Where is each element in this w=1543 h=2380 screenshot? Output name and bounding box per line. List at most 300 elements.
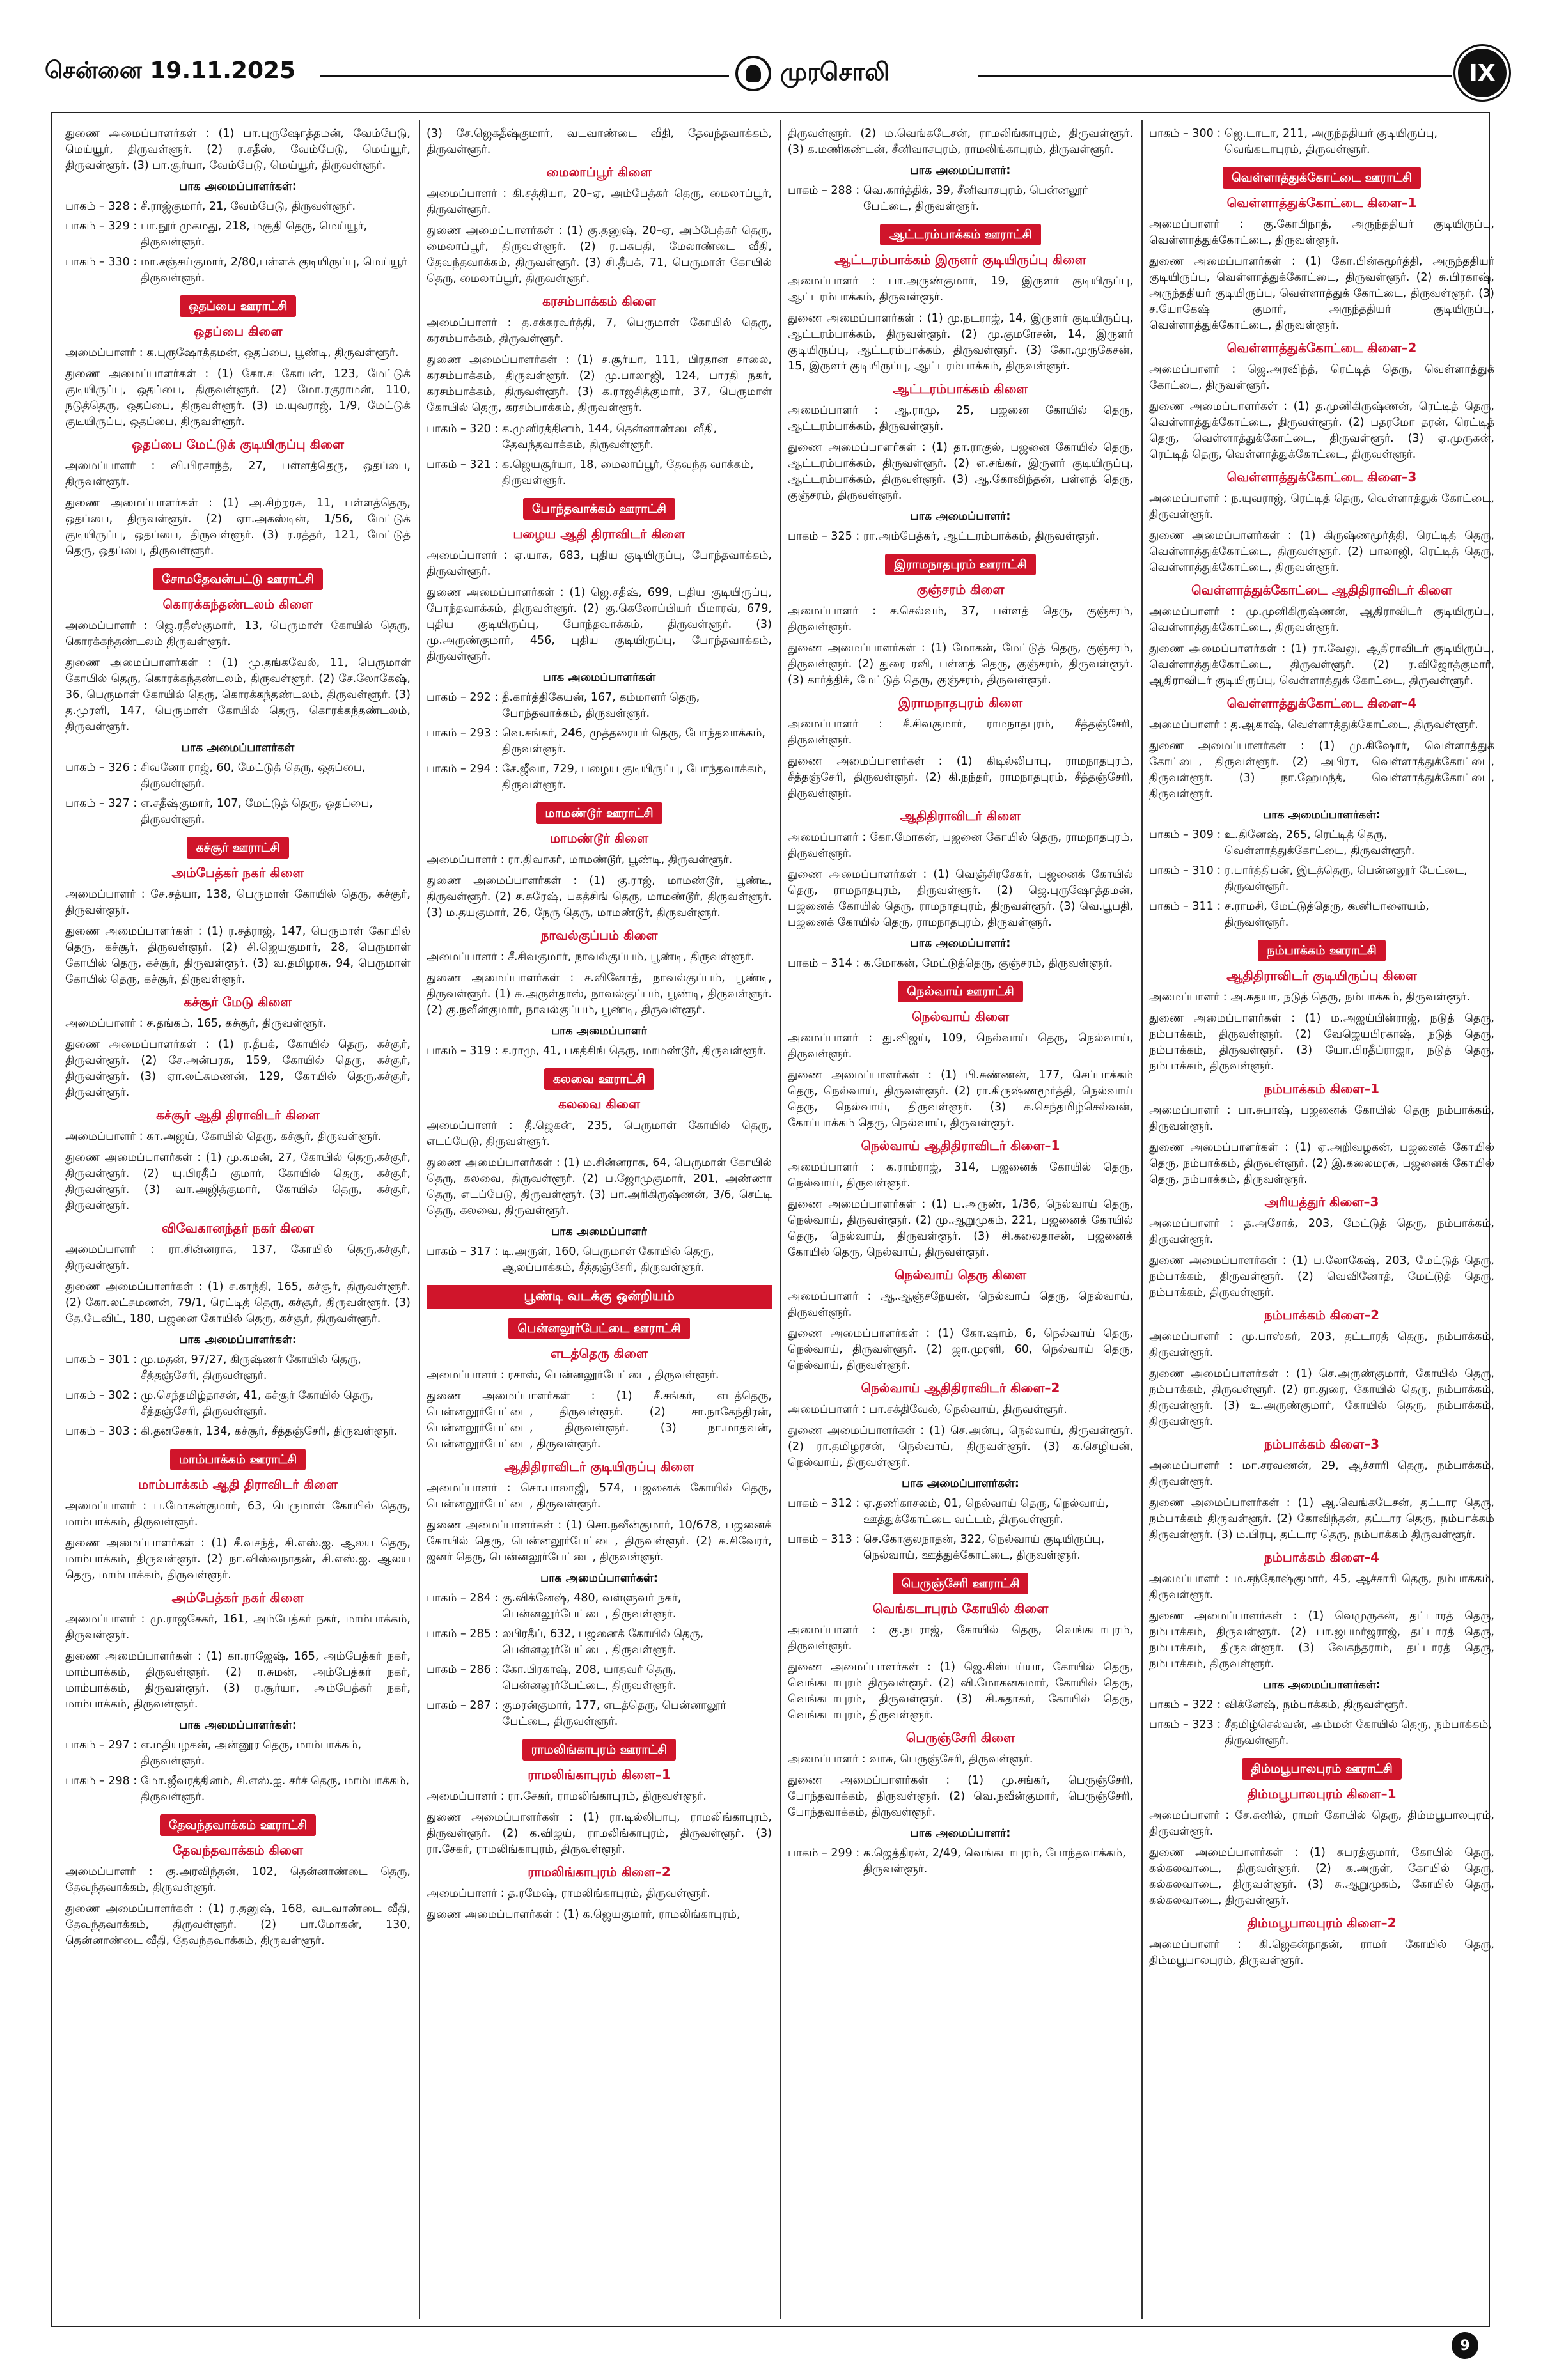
entry: அமைப்பாளர் : சீ.சிவகுமார், நாவல்குப்பம், பூண்டி, திருவள்ளூர். bbox=[427, 951, 755, 963]
booth-heading: பாக அமைப்பாளர்கள்: bbox=[1263, 809, 1381, 821]
entry: துணை அமைப்பாளர்கள் : (1) தா.ராகுல், பஜனை கோயில் தெரு, ஆட்டரம்பாக்கம், திருவள்ளூர். (2) எ.சங்கர், இருளர் குடியிருப்பு, ஆட்டரம்பாக்கம், திருவள்ளூர். (3) ஆ.கோவிந்தன், பள்ளத் தெரு, குஞ்சரம், திருவள்ளூர். bbox=[788, 441, 1133, 502]
panchayat-banner: தேவந்தவாக்கம் ஊராட்சி bbox=[160, 1814, 317, 1836]
booth-list bbox=[788, 1846, 1133, 1878]
booth-list bbox=[427, 1591, 772, 1730]
booth-agent: தீ.கார்த்திகேயன், 167, கம்மாளர் தெரு, போந்தவாக்கம், திருவள்ளூர். bbox=[502, 691, 700, 720]
entry: துணை அமைப்பாளர்கள் : (1) சீ.வசந்த், சி.எஸ்.ஐ. ஆலய தெரு, மாம்பாக்கம், திருவள்ளூர். (2) நா.விஸ்வநாதன், சி.எஸ்.ஐ. ஆலய தெரு, மாம்பாக்கம், திருவள்ளூர். bbox=[65, 1537, 411, 1582]
booth-row bbox=[1149, 863, 1494, 895]
branch-heading: கச்சூர் மேடு கிளை bbox=[184, 994, 292, 1009]
entry: துணை அமைப்பாளர்கள் : (1) ம.சின்னராசு, 64, பெருமாள் கோயில் தெரு, கலவை, திருவள்ளூர். (2) ப.ஜோமுகுமார், 201, அண்ணா தெரு, எடப்பேடு, திருவள்ளூர். (3) பா.அரிகிருஷ்ணன், 3/6, செட்டி தெரு, கலவை, திருவள்ளூர். bbox=[427, 1156, 772, 1217]
entry: அமைப்பாளர் : வி.பிரசாந்த், 27, பள்ளத்தெரு, ஒதப்பை, திருவள்ளூர். bbox=[65, 460, 411, 488]
entry: அமைப்பாளர் : மா.சரவணன், 29, ஆச்சாரி தெரு, நம்பாக்கம், திருவள்ளூர். bbox=[1149, 1459, 1494, 1488]
booth-number: பாகம் – 322 : bbox=[1149, 1699, 1221, 1711]
branch-heading: ஆதிதிராவிடர் குடியிருப்பு கிளை bbox=[1226, 968, 1417, 983]
panchayat-banner: வெள்ளாத்துக்கோட்டை ஊராட்சி bbox=[1223, 167, 1421, 189]
entry: துணை அமைப்பாளர்கள் : (1) ர.சத்ராஜ், 147, பெருமாள் கோயில் தெரு, கச்சூர், திருவள்ளூர். (2) சி.ஜெயகுமார், 28, பெருமாள் கோயில் தெரு, கச்சூர், திருவள்ளூர். (3) வ.தமிழரசு, 94, பெருமாள் கோயில் தெரு, கச்சூர், திருவள்ளூர். bbox=[65, 925, 411, 986]
entry: அமைப்பாளர் : சீ.சிவகுமார், ராமநாதபுரம், சீத்தஞ்சேரி, திருவள்ளூர். bbox=[788, 718, 1133, 747]
booth-number: பாகம் – 320 : bbox=[427, 423, 499, 435]
entry: அமைப்பாளர் : ரா.சேகர், ராமலிங்காபுரம், திருவள்ளூர். bbox=[427, 1790, 707, 1803]
entry: திருவள்ளூர். (2) ம.வெங்கடேசன், ராமலிங்காபுரம், திருவள்ளூர். (3) க.மணிகண்டன், சீனிவாசபுரம், ராமலிங்காபுரம், திருவள்ளூர். bbox=[788, 127, 1133, 156]
entry: அமைப்பாளர் : மு.ராஜசேகர், 161, அம்பேத்கர் நகர், மாம்பாக்கம், திருவள்ளூர். bbox=[65, 1613, 411, 1642]
entry: துணை அமைப்பாளர்கள் : (1) ச.காந்தி, 165, கச்சூர், திருவள்ளூர். (2) கோ.லட்சுமணன், 79/1, ரெட்டித் தெரு, கச்சூர், திருவள்ளூர். (3) தே.டேவிட், 180, பஜனை கோயில் தெரு, கச்சூர், திருவள்ளூர். bbox=[65, 1280, 411, 1325]
entry: அமைப்பாளர் : கு.கோபிநாத், அருந்ததியர் குடியிருப்பு, வெள்ளாத்துக்கோட்டை, திருவள்ளூர். bbox=[1149, 218, 1494, 247]
booth-number: பாகம் – 297 : bbox=[65, 1739, 137, 1752]
panchayat-banner: மாம்பாக்கம் ஊராட்சி bbox=[170, 1449, 306, 1470]
booth-row bbox=[427, 421, 772, 453]
branch-heading: குஞ்சரம் கிளை bbox=[916, 582, 1005, 597]
booth-row bbox=[65, 199, 411, 215]
entry: துணை அமைப்பாளர்கள் : (1) கு.தனுஷ், 20–ஏ, அம்பேத்கர் தெரு, மைலாப்பூர், திருவள்ளூர். (2) ர.பசுபதி, மேலாண்டை வீதி, தேவந்தவாக்கம், திருவள்ளூர். (3) சி.தீபக், 71, பெருமாள் கோயில் தெரு, மைலாப்பூர், திருவள்ளூர். bbox=[427, 224, 772, 285]
branch-heading: நம்பாக்கம் கிளை–3 bbox=[1264, 1436, 1380, 1452]
booth-number: பாகம் – 330 : bbox=[65, 256, 137, 268]
booth-number: பாகம் – 284 : bbox=[427, 1592, 499, 1605]
booth-list bbox=[427, 690, 772, 793]
booth-agent: எ.சதீஷ்குமார், 107, மேட்டுத் தெரு, ஒதப்பை, திருவள்ளூர். bbox=[141, 797, 373, 826]
entry: அமைப்பாளர் : ஜெ.அரவிந்த், ரெட்டித் தெரு, வெள்ளாத்துக் கோட்டை, திருவள்ளூர். bbox=[1149, 363, 1494, 392]
entry: துணை அமைப்பாளர்கள் : (1) பி.சுண்ணன், 177, செப்பாக்கம் தெரு, நெல்வாய், திருவள்ளூர். (2) ரா.கிருஷ்ணமூர்த்தி, நெல்வாய் தெரு, நெல்வாய், திருவள்ளூர். (3) க.செந்தமிழ்செல்வன், கோப்பாக்கம் தெரு, நெல்வாய், திருவள்ளூர். bbox=[788, 1069, 1133, 1130]
booth-row bbox=[788, 529, 1133, 545]
booth-number: பாகம் – 310 : bbox=[1149, 864, 1221, 877]
booth-number: பாகம் – 314 : bbox=[788, 957, 860, 970]
branch-heading: அரியத்துர் கிளை–3 bbox=[1264, 1194, 1379, 1209]
entry: துணை அமைப்பாளர்கள் : (1) ஏ.அறிவழகன், பஜனைக் கோயில் தெரு, நம்பாக்கம், திருவள்ளூர். (2) இ.கலைமரசு, பஜனைக் கோயில் தெரு, நம்பாக்கம், திருவள்ளூர். bbox=[1149, 1141, 1494, 1186]
content-frame bbox=[51, 112, 1494, 2327]
booth-agent: ஜெ.டாடா, 211, அருந்ததியர் குடியிருப்பு, வெங்கடாபுரம், திருவள்ளூர். bbox=[1225, 127, 1438, 156]
entry: துணை அமைப்பாளர்கள் : (1) த.முனிகிருஷ்ணன், ரெட்டித் தெரு, வெள்ளாத்துக்கோட்டை, திருவள்ளூர். (2) பதரமோ தரன், ரெட்டித் தெரு, வெள்ளாத்துக்கோட்டை, திருவள்ளூர். (3) ஏ.முருகன், ரெட்டித் தெரு, வெள்ளாத்துக்கோட்டை, திருவள்ளூர். bbox=[1149, 400, 1494, 461]
entry: துணை அமைப்பாளர்கள் : (1) ம.அஜய்பின்ராஜ், நடுத் தெரு, நம்பாக்கம், திருவள்ளூர். (2) வேஜெயபிரகாஷ், நடுத் தெரு, நம்பாக்கம், திருவள்ளூர். (3) யோ.பிரதீப்ராஜா, நடுத் தெரு, நம்பாக்கம், திருவள்ளூர். bbox=[1149, 1012, 1494, 1073]
entry: அமைப்பாளர் : ஏ.யாசு, 683, புதிய குடியிருப்பு, போந்தவாக்கம், திருவள்ளூர். bbox=[427, 549, 772, 578]
booth-agent: ச.ராமு, 41, பகத்சிங் தெரு, மாமண்டூர், திருவள்ளூர். bbox=[502, 1045, 767, 1057]
booth-row bbox=[1149, 899, 1494, 931]
branch-heading: ராமலிங்காபுரம் கிளை–1 bbox=[528, 1767, 671, 1782]
booth-number: பாகம் – 328 : bbox=[65, 200, 137, 213]
booth-agent: க.ஜெத்திரன், 2/49, வெங்கடாபுரம், போந்தவாக்கம், திருவள்ளூர். bbox=[863, 1847, 1126, 1876]
booth-list bbox=[427, 421, 772, 489]
booth-row bbox=[1149, 827, 1494, 859]
booth-heading: பாக அமைப்பாளர்: bbox=[910, 510, 1011, 523]
booth-agent: டி.அருள், 160, பெருமாள் கோயில் தெரு, ஆலப்பாக்கம், சீத்தஞ்சேரி, திருவள்ளூர். bbox=[502, 1245, 714, 1274]
booth-list bbox=[1149, 126, 1494, 158]
booth-number: பாகம் – 313 : bbox=[788, 1533, 860, 1546]
booth-agent: சிவனோ ராஜ், 60, மேட்டுத் தெரு, ஒதப்பை, திருவள்ளூர். bbox=[141, 761, 366, 790]
booth-agent: உ.தினேஷ், 265, ரெட்டித் தெரு, வெள்ளாத்துக்கோட்டை, திருவள்ளூர். bbox=[1225, 828, 1415, 857]
entry: அமைப்பாளர் : க.ராம்ராஜ், 314, பஜனைக் கோயில் தெரு, நெல்வாய், திருவள்ளூர். bbox=[788, 1161, 1133, 1190]
page-roman-badge: IX bbox=[1455, 46, 1509, 100]
entry: அமைப்பாளர் : ரசாஸ், பென்னலூர்பேட்டை, திருவள்ளூர். bbox=[427, 1369, 719, 1381]
entry: துணை அமைப்பாளர்கள் : (1) சொ.நவீன்குமார், 10/678, பஜனைக் கோயில் தெரு, பென்னலூர்பேட்டை, திருவள்ளூர். (2) க.சிவேரர், ஜனர் தெரு, பென்னலூர்பேட்டை, திருவள்ளூர். bbox=[427, 1519, 772, 1564]
booth-agent: பா.நூர் முகமது, 218, மசூதி தெரு, மெய்யூர், திருவள்ளூர். bbox=[141, 220, 368, 249]
rising-sun-emblem-icon bbox=[735, 56, 771, 91]
branch-heading: கரசம்பாக்கம் கிளை bbox=[542, 293, 656, 309]
booth-agent: மோ.ஜீவரத்தினம், சி.எஸ்.ஐ. சர்ச் தெரு, மாம்பாக்கம், திருவள்ளூர். bbox=[141, 1775, 409, 1803]
booth-number: பாகம் – 299 : bbox=[788, 1847, 860, 1860]
booth-list bbox=[788, 1496, 1133, 1564]
panchayat-banner: கலவை ஊராட்சி bbox=[544, 1068, 654, 1090]
panchayat-banner: ஆட்டரம்பாக்கம் ஊராட்சி bbox=[880, 224, 1040, 245]
booth-agent: க.முனிரத்தினம், 144, தென்னாண்டைவீதி, தேவந்தவாக்கம், திருவள்ளூர். bbox=[502, 423, 717, 451]
entry: அமைப்பாளர் : க.புருஷோத்தமன், ஒதப்பை, பூண்டி, திருவள்ளூர். bbox=[65, 346, 399, 359]
entry: துணை அமைப்பாளர்கள் : (1) மு.சுமன், 27, கோயில் தெரு,கச்சூர், திருவள்ளூர். (2) யு.பிரதீப் குமார், கோயில் தெரு, கச்சூர், திருவள்ளூர். (3) வா.அஜித்குமார், கோயில் தெரு, கச்சூர், திருவள்ளூர். bbox=[65, 1151, 411, 1212]
entry: அமைப்பாளர் : த.ஆகாஷ், வெள்ளாத்துக்கோட்டை, திருவள்ளூர். bbox=[1149, 719, 1478, 731]
entry: அமைப்பாளர் : மு.முனிகிருஷ்ணன், ஆதிராவிடர் குடியிருப்பு, வெள்ளாத்துக்கோட்டை, திருவள்ளூர். bbox=[1149, 605, 1494, 634]
entry: துணை அமைப்பாளர்கள் : (1) செ.அருண்குமார், கோயில் தெரு, நம்பாக்கம், திருவள்ளூர். (2) ரா.துரை, கோயில் தெரு, நம்பாக்கம், திருவள்ளூர். (3) உ.அருண்குமார், கோயில் தெரு, நம்பாக்கம், திருவள்ளூர். bbox=[1149, 1367, 1494, 1428]
entry: துணை அமைப்பாளர்கள் : (1) சுபரத்குமார், கோயில் தெரு, கல்கலவாடை, திருவள்ளூர். (2) க.அருள், கோயில் தெரு, கல்கலவாடை, திருவள்ளூர். (3) சு.ஆறுமுகம், கோயில் தெரு, கல்கலவாடை, திருவள்ளூர். bbox=[1149, 1846, 1494, 1907]
entry: துணை அமைப்பாளர்கள் : (1) மோகன், மேட்டுத் தெரு, குஞ்சரம், திருவள்ளூர். (2) துரை ரவி, பள்ளத் தெரு, குஞ்சரம், திருவள்ளூர். (3) கார்த்திக், மேட்டுத் தெரு, குஞ்சரம், திருவள்ளூர். bbox=[788, 642, 1133, 687]
booth-number: பாகம் – 309 : bbox=[1149, 828, 1221, 841]
entry: அமைப்பாளர் : ப.மோகன்குமார், 63, பெருமாள் கோயில் தெரு, மாம்பாக்கம், திருவள்ளூர். bbox=[65, 1500, 411, 1528]
entry: துணை அமைப்பாளர்கள் : (1) ப.லோகேஷ், 203, மேட்டுத் தெரு, நம்பாக்கம், திருவள்ளூர். (2) வெவினோத், மேட்டுத் தெரு, நம்பாக்கம், திருவள்ளூர். bbox=[1149, 1254, 1494, 1299]
entry: அமைப்பாளர் : சொ.பாலாஜி, 574, பஜனைக் கோயில் தெரு, பென்னலூர்பேட்டை, திருவள்ளூர். bbox=[427, 1482, 772, 1511]
booth-heading: பாக அமைப்பாளர் bbox=[551, 1025, 647, 1038]
booth-row bbox=[427, 1244, 772, 1276]
entry: துணை அமைப்பாளர்கள் : (1) கு.ராஜ், மாமண்டூர், பூண்டி, திருவள்ளூர். (2) ச.சுரேஷ், பகத்சிங் தெரு, மாமண்டூர், திருவள்ளூர். (3) ம.தயகுமார், 26, நேரு தெரு, மாமண்டூர், திருவள்ளூர். bbox=[427, 875, 772, 919]
booth-number: பாகம் – 312 : bbox=[788, 1497, 860, 1510]
booth-number: பாகம் – 285 : bbox=[427, 1628, 499, 1640]
booth-number: பாகம் – 298 : bbox=[65, 1775, 137, 1787]
branch-heading: வெங்கடாபுரம் கோயில் கிளை bbox=[872, 1601, 1049, 1616]
panchayat-banner: மாமண்டூர் ஊராட்சி bbox=[536, 802, 662, 824]
booth-number: பாகம் – 325 : bbox=[788, 530, 860, 543]
entry: அமைப்பாளர் : ச.செல்வம், 37, பள்ளத் தெரு, குஞ்சரம், திருவள்ளூர். bbox=[788, 605, 1133, 634]
entry: அமைப்பாளர் : கு.அரவிந்தன், 102, தென்னாண்டை தெரு, தேவந்தவாக்கம், திருவள்ளூர். bbox=[65, 1865, 411, 1894]
column-2 bbox=[427, 126, 772, 2312]
entry: அமைப்பாளர் : சே.சத்யா, 138, பெருமாள் கோயில் தெரு, கச்சூர், திருவள்ளூர். bbox=[65, 888, 411, 917]
booth-row bbox=[788, 1532, 1133, 1564]
booth-number: பாகம் – 294 : bbox=[427, 763, 499, 775]
booth-number: பாகம் – 319 : bbox=[427, 1045, 499, 1057]
panchayat-banner: திம்மபூபாலபுரம் ஊராட்சி bbox=[1242, 1758, 1402, 1780]
booth-agent: சீதமிழ்செல்வன், அம்மன் கோயில் தெரு, நம்பாக்கம், திருவள்ளூர். bbox=[1225, 1718, 1492, 1747]
booth-number: பாகம் – 300 : bbox=[1149, 127, 1221, 140]
entry: துணை அமைப்பாளர்கள் : (1) சீ.சங்கர், எடத்தெரு, பென்னலூர்பேட்டை, திருவள்ளூர். (2) சா.நாகேந்திரன், பென்னலூர்பேட்டை, திருவள்ளூர். (3) நா.மாதவன், பென்னலூர்பேட்டை, திருவள்ளூர். bbox=[427, 1390, 772, 1451]
booth-agent: குமரன்குமார், 177, எடத்தெரு, பென்னாலூர் பேட்டை, திருவள்ளூர். bbox=[502, 1699, 726, 1728]
booth-number: பாகம் – 303 : bbox=[65, 1425, 137, 1438]
masthead bbox=[38, 45, 1509, 102]
booth-row bbox=[427, 1698, 772, 1730]
branch-heading: விவேகானந்தர் நகர் கிளை bbox=[161, 1220, 315, 1236]
booth-number: பாகம் – 293 : bbox=[427, 727, 499, 740]
booth-row bbox=[427, 1662, 772, 1694]
panchayat-banner: ஒதப்பை ஊராட்சி bbox=[180, 295, 297, 317]
panchayat-banner: பென்னலூர்பேட்டை ஊராட்சி bbox=[508, 1318, 689, 1339]
entry: அமைப்பாளர் : மு.பாஸ்கர், 203, தட்டாரத் தெரு, நம்பாக்கம், திருவள்ளூர். bbox=[1149, 1330, 1494, 1359]
entry: அமைப்பாளர் : பா.சக்திவேல், நெல்வாய், திருவள்ளூர். bbox=[788, 1403, 1067, 1416]
branch-heading: வெள்ளாத்துக்கோட்டை கிளை–1 bbox=[1226, 195, 1417, 210]
booth-heading: பாக அமைப்பாளர்கள்: bbox=[179, 1719, 297, 1732]
booth-row bbox=[65, 1773, 411, 1805]
entry: துணை அமைப்பாளர்கள் : (1) வெமுருகன், தட்டாரத் தெரு, நம்பாக்கம், திருவள்ளூர். (2) பா.ஜபமர்ஜராஜ், தட்டாரத் தெரு, நம்பாக்கம், திருவள்ளூர். (3) வேகந்தராம், தட்டாரத் தெரு, நம்பாக்கம், திருவள்ளூர். bbox=[1149, 1610, 1494, 1670]
booth-agent: கி.தனசேகர், 134, கச்சூர், சீத்தஞ்சேரி, திருவள்ளூர். bbox=[141, 1425, 398, 1438]
booth-heading: பாக அமைப்பாளர்: bbox=[910, 164, 1011, 177]
column-4 bbox=[1149, 126, 1494, 2312]
entry: அமைப்பாளர் : பா.அருண்குமார், 19, இருளர் குடியிருப்பு, ஆட்டரம்பாக்கம், திருவள்ளூர். bbox=[788, 275, 1133, 304]
entry: துணை அமைப்பாளர்கள் : (1) கோ.சடகோபன், 123, மேட்டுக் குடியிருப்பு, ஒதப்பை, திருவள்ளூர். (2) மோ.ரகுராமன், 110, நடுத்தெரு, ஒதப்பை, திருவள்ளூர். (3) ம.யுவராஜ், 1/9, மேட்டுக் குடியிருப்பு, ஒதப்பை, திருவள்ளூர். bbox=[65, 368, 411, 428]
booth-agent: ரா.அம்பேத்கர், ஆட்டரம்பாக்கம், திருவள்ளூர். bbox=[863, 530, 1099, 543]
booth-row bbox=[427, 1626, 772, 1658]
booth-row bbox=[1149, 1717, 1494, 1749]
booth-heading: பாக அமைப்பாளர்கள்: bbox=[179, 180, 297, 193]
booth-row bbox=[427, 761, 772, 793]
booth-list bbox=[65, 1352, 411, 1440]
booth-row bbox=[1149, 126, 1494, 158]
booth-row bbox=[427, 1591, 772, 1622]
entry: (3) சே.ஜெகதீஷ்குமார், வடவாண்டை வீதி, தேவந்தவாக்கம், திருவள்ளூர். bbox=[427, 127, 772, 156]
branch-heading: ஆதிதிராவிடர் கிளை bbox=[900, 808, 1021, 823]
booth-number: பாகம் – 302 : bbox=[65, 1389, 137, 1402]
entry: அமைப்பாளர் : ச.தங்கம், 165, கச்சூர், திருவள்ளூர். bbox=[65, 1017, 327, 1030]
booth-row bbox=[65, 1388, 411, 1420]
booth-list bbox=[788, 529, 1133, 545]
union-banner: பூண்டி வடக்கு ஒன்றியம் bbox=[427, 1285, 772, 1309]
booth-agent: க.மோகன், மேட்டுத்தெரு, குஞ்சரம், திருவள்ளூர். bbox=[863, 957, 1113, 970]
panchayat-banner: நெல்வாய் ஊராட்சி bbox=[898, 981, 1022, 1002]
entry: அமைப்பாளர் : த.சக்கரவர்த்தி, 7, பெருமாள் கோயில் தெரு, கரசம்பாக்கம், திருவள்ளூர். bbox=[427, 316, 772, 345]
branch-heading: திம்மபூபாலபுரம் கிளை–1 bbox=[1247, 1786, 1397, 1801]
booth-agent: எ.மதியழகன், அன்னூர தெரு, மாம்பாக்கம், திருவள்ளூர். bbox=[141, 1739, 362, 1768]
booth-list bbox=[65, 199, 411, 286]
entry: அமைப்பாளர் : வாசு, பெருஞ்சேரி, திருவள்ளூர். bbox=[788, 1753, 1033, 1766]
entry: அமைப்பாளர் : கி.ஜெகன்நாதன், ராமர் கோயில் தெரு, திம்மபூபாலபுரம், திருவள்ளூர். bbox=[1149, 1938, 1494, 1967]
branch-heading: ஒதப்பை மேட்டுக் குடியிருப்பு கிளை bbox=[132, 437, 344, 452]
paper-logo bbox=[735, 52, 978, 95]
booth-number: பாகம் – 321 : bbox=[427, 458, 499, 471]
branch-heading: அம்பேத்கர் நகர் கிளை bbox=[171, 1590, 304, 1605]
entry: துணை அமைப்பாளர்கள் : (1) ர.தனுஷ், 168, வடவாண்டை வீதி, தேவந்தவாக்கம், திருவள்ளூர். (2) பா.மோகன், 130, தென்னாண்டை வீதி, தேவந்தவாக்கம், திருவள்ளூர். bbox=[65, 1902, 411, 1947]
entry: அமைப்பாளர் : அ.சுதயா, நடுத் தெரு, நம்பாக்கம், திருவள்ளூர். bbox=[1149, 991, 1470, 1004]
entry: துணை அமைப்பாளர்கள் : (1) ஆ.வெங்கடேசன், தட்டார தெரு, நம்பாக்கம் திருவள்ளூர். (2) கோவிந்தன், தட்டார தெரு, நம்பாக்கம் திருவள்ளூர். (3) ம.பிரபு, தட்டார தெரு, நம்பாக்கம் திருவள்ளூர். bbox=[1149, 1497, 1494, 1541]
entry: துணை அமைப்பாளர்கள் : (1) கா.ராஜேஷ், 165, அம்பேத்கர் நகர், மாம்பாக்கம், திருவள்ளூர். (2) ர.சுமன், அம்பேத்கர் நகர், மாம்பாக்கம், திருவள்ளூர். (3) ர.சூர்யா, அம்பேத்கர் நகர், மாம்பாக்கம், திருவள்ளூர். bbox=[65, 1650, 411, 1711]
booth-row bbox=[65, 254, 411, 286]
entry: துணை அமைப்பாளர்கள் : (1) மு.கிஷோர், வெள்ளாத்துக் கோட்டை, திருவள்ளூர். (2) அபிரா, வெள்ளாத்துக்கோட்டை, திருவள்ளூர். (3) நா.ஹேமந்த், வெள்ளாத்துக்கோட்டை, திருவள்ளூர். bbox=[1149, 740, 1494, 800]
booth-list bbox=[788, 956, 1133, 972]
entry: துணை அமைப்பாளர்கள் : (1) ரா.வேலு, ஆதிராவிடர் குடியிருப்பு, வெள்ளாத்துக்கோட்டை, திருவள்ளூர். (2) ர.விஜோத்குமார், ஆதிராவிடர் குடியிருப்பு, வெள்ளாத்துக் கோட்டை, திருவள்ளூர். bbox=[1149, 642, 1494, 687]
entry: அமைப்பாளர் : கு.நடராஜ், கோயில் தெரு, வெங்கடாபுரம், திருவள்ளூர். bbox=[788, 1624, 1133, 1653]
entry: அமைப்பாளர் : ரா.திவாகர், மாமண்டூர், பூண்டி, திருவள்ளூர். bbox=[427, 853, 733, 866]
panchayat-banner: சோமதேவன்பட்டு ஊராட்சி bbox=[153, 568, 323, 590]
branch-heading: வெள்ளாத்துக்கோட்டை ஆதிதிராவிடர் கிளை bbox=[1191, 582, 1452, 598]
booth-number: பாகம் – 288 : bbox=[788, 184, 860, 197]
branch-heading: நெல்வாய் கிளை bbox=[911, 1009, 1010, 1024]
booth-heading: பாக அமைப்பாளர்: bbox=[910, 937, 1011, 950]
booth-number: பாகம் – 292 : bbox=[427, 691, 499, 704]
booth-agent: மு.மதன், 97/27, கிருஷ்ணர் கோயில் தெரு, சீத்தஞ்சேரி, திருவள்ளூர். bbox=[141, 1353, 361, 1382]
branch-heading: ராமலிங்காபுரம் கிளை–2 bbox=[528, 1864, 671, 1879]
entry: துணை அமைப்பாளர்கள் : (1) மு.நடராஜ், 14, இருளர் குடியிருப்பு, ஆட்டரம்பாக்கம், திருவள்ளூர். (2) மு.குமரேசன், 14, இருளர் குடியிருப்பு, ஆட்டரம்பாக்கம், திருவள்ளூர். (3) கோ.முருகேசன், 15, இருளர் குடியிருப்பு, ஆட்டரம்பாக்கம், திருவள்ளூர். bbox=[788, 312, 1133, 373]
booth-heading: பாக அமைப்பாளர்: bbox=[910, 1827, 1011, 1840]
entry: துணை அமைப்பாளர்கள் : (1) கோ.ஷாம், 6, நெல்வாய் தெரு, நெல்வாய், திருவள்ளூர். (2) ஜா.முரளி, 60, நெல்வாய் தெரு, நெல்வாய், திருவள்ளூர். bbox=[788, 1327, 1133, 1372]
booth-heading: பாக அமைப்பாளர்கள்: bbox=[1263, 1679, 1381, 1692]
booth-list bbox=[427, 1244, 772, 1276]
booth-list bbox=[65, 1738, 411, 1805]
entry: அமைப்பாளர் : கோ.மோகன், பஜனை கோயில் தெரு, ராமநாதபுரம், திருவள்ளூர். bbox=[788, 831, 1133, 860]
booth-heading: பாக அமைப்பாளர்கள்: bbox=[902, 1477, 1019, 1490]
entry: துணை அமைப்பாளர்கள் : (1) ர.தீபக், கோயில் தெரு, கச்சூர், திருவள்ளூர். (2) சே.அன்பரசு, 159, கோயில் தெரு, கச்சூர், திருவள்ளூர். (3) ஏா.லட்சுமணன், 129, கோயில் தெரு,கச்சூர், திருவள்ளூர். bbox=[65, 1038, 411, 1099]
branch-heading: நம்பாக்கம் கிளை–4 bbox=[1264, 1550, 1380, 1565]
booth-number: பாகம் – 326 : bbox=[65, 761, 137, 774]
booth-agent: க.ஜெயசூர்யா, 18, மைலாப்பூர், தேவந்த வாக்கம், திருவள்ளூர். bbox=[502, 458, 754, 487]
entry: அமைப்பாளர் : ஜெ.ரதீஸ்குமார், 13, பெருமாள் கோயில் தெரு, கொரக்கந்தண்டலம் திருவள்ளூர். bbox=[65, 619, 411, 648]
branch-heading: மைலாப்பூர் கிளை bbox=[546, 164, 652, 180]
booth-heading: பாக அமைப்பாளர்கள்: bbox=[540, 1572, 658, 1585]
entry: அமைப்பாளர் : கா.அஜய், கோயில் தெரு, கச்சூர், திருவள்ளூர். bbox=[65, 1130, 382, 1143]
entry: துணை அமைப்பாளர்கள் : (1) ரா.டில்லிபாபு, ராமலிங்காபுரம், திருவள்ளூர். (2) க.விஜய், ராமலிங்காபுரம், திருவள்ளூர். (3) ரா.சேகர், ராமலிங்காபுரம், திருவள்ளூர். bbox=[427, 1811, 772, 1856]
entry: அமைப்பாளர் : து.விஜய், 109, நெல்வாய் தெரு, நெல்வாய், திருவள்ளூர். bbox=[788, 1032, 1133, 1061]
booth-agent: விக்னேஷ், நம்பாக்கம், திருவள்ளூர். bbox=[1225, 1699, 1408, 1711]
booth-agent: ஏ.தணிகாசலம், 01, நெல்வாய் தெரு, நெல்வாய், ஊத்துக்கோட்டை வட்டம், திருவள்ளூர். bbox=[863, 1497, 1109, 1526]
entry: துணை அமைப்பாளர்கள் : (1) கிடில்லிபாபு, ராமநாதபுரம், சீத்தஞ்சேரி, திருவள்ளூர். (2) கி.நந்தர், ராமநாதபுரம், சீத்தஞ்சேரி, திருவள்ளூர். bbox=[788, 755, 1133, 800]
masthead-rule-right bbox=[978, 75, 1452, 77]
entry: துணை அமைப்பாளர்கள் : (1) மு.தங்கவேல், 11, பெருமாள் கோயில் தெரு, கொரக்கந்தண்டலம், திருவள்ளூர். (2) சே.லோகேஷ், 36, பெருமாள் கோயில் தெரு, கொரக்கந்தண்டலம், திருவள்ளூர். (3) த.முரளி, 147, பெருமாள் கோயில் தெரு, கொரக்கந்தண்டலம், திருவள்ளூர். bbox=[65, 657, 411, 733]
panchayat-banner: கச்சூர் ஊராட்சி bbox=[187, 837, 288, 859]
booth-list bbox=[1149, 827, 1494, 931]
booth-agent: மா.சஞ்சய்குமார், 2/80,பள்ளக் குடியிருப்பு, மெய்யூர் திருவள்ளூர். bbox=[141, 256, 408, 284]
booth-heading: பாக அமைப்பாளர் bbox=[551, 1225, 647, 1238]
panchayat-banner: இராமநாதபுரம் ஊராட்சி bbox=[885, 554, 1036, 575]
entry: துணை அமைப்பாளர்கள் : (1) கோ.பின்கமூர்த்தி, அருந்ததியர் குடியிருப்பு, வெள்ளாத்துக்கோட்டை, திருவள்ளூர். (2) சு.பிரகாஷ், அருந்ததியர் குடியிருப்பு, வெள்ளாத்துக் கோட்டை, திருவள்ளூர். (3) ச.யோகேஷ் குமார், அருந்ததியர் குடியிருப்பு, வெள்ளாத்துக்கோட்டை, திருவள்ளூர். bbox=[1149, 255, 1494, 332]
entry: துணை அமைப்பாளர்கள் : ச.வினோத், நாவல்குப்பம், பூண்டி, திருவள்ளூர். (1) சு.அருள்தாஸ், நாவல்குப்பம், பூண்டி, திருவள்ளூர். (2) கு.நவீன்குமார், நாவல்குப்பம், பூண்டி, திருவள்ளூர். bbox=[427, 972, 772, 1016]
booth-row bbox=[65, 760, 411, 792]
column-divider bbox=[419, 120, 420, 2319]
booth-row bbox=[788, 1846, 1133, 1878]
booth-row bbox=[65, 1352, 411, 1384]
branch-heading: எடத்தெரு கிளை bbox=[550, 1346, 648, 1361]
booth-agent: வெ.கார்த்திக், 39, சீனிவாசபுரம், பென்னலூர் பேட்டை, திருவள்ளூர். bbox=[863, 184, 1088, 213]
branch-heading: நெல்வாய் ஆதிதிராவிடர் கிளை–2 bbox=[861, 1380, 1060, 1396]
booth-row bbox=[788, 1496, 1133, 1528]
booth-agent: சே.ஜீவா, 729, பழைய குடியிருப்பு, போந்தவாக்கம், திருவள்ளூர். bbox=[502, 763, 767, 791]
entry: அமைப்பாளர் : ம.சந்தோஷ்குமார், 45, ஆச்சாரி தெரு, நம்பாக்கம், திருவள்ளூர். bbox=[1149, 1573, 1494, 1601]
booth-agent: வெ.சங்கர், 246, முத்தரையர் தெரு, போந்தவாக்கம், திருவள்ளூர். bbox=[502, 727, 765, 756]
page-number: 9 bbox=[1452, 2332, 1478, 2359]
booth-row bbox=[788, 183, 1133, 215]
booth-agent: ர.பார்த்திபன், இடத்தெரு, பென்னலூர் பேட்டை, திருவள்ளூர். bbox=[1225, 864, 1468, 893]
booth-list bbox=[427, 1043, 772, 1059]
branch-heading: ஆட்டரம்பாக்கம் இருளர் குடியிருப்பு கிளை bbox=[834, 252, 1086, 267]
booth-row bbox=[427, 457, 772, 489]
masthead-rule-left bbox=[320, 75, 729, 77]
branch-heading: ஆட்டரம்பாக்கம் கிளை bbox=[893, 381, 1028, 396]
booth-heading: பாக அமைப்பாளர்கள் bbox=[181, 742, 295, 754]
booth-number: பாகம் – 286 : bbox=[427, 1663, 499, 1676]
booth-number: பாகம் – 327 : bbox=[65, 797, 137, 810]
branch-heading: வெள்ளாத்துக்கோட்டை கிளை–2 bbox=[1226, 340, 1417, 355]
booth-list bbox=[1149, 1697, 1494, 1749]
edition-date: சென்னை 19.11.2025 bbox=[45, 58, 296, 84]
panchayat-banner: பெருஞ்சேரி ஊராட்சி bbox=[893, 1573, 1029, 1594]
branch-heading: பழைய ஆதி திராவிடர் கிளை bbox=[513, 526, 685, 541]
branch-heading: திம்மபூபாலபுரம் கிளை–2 bbox=[1247, 1915, 1397, 1931]
booth-row bbox=[65, 219, 411, 251]
branch-heading: ஒதப்பை கிளை bbox=[193, 323, 283, 339]
branch-heading: இராமநாதபுரம் கிளை bbox=[898, 695, 1023, 710]
booth-row bbox=[427, 1043, 772, 1059]
branch-heading: பெருஞ்சேரி கிளை bbox=[905, 1730, 1015, 1745]
booth-number: பாகம் – 323 : bbox=[1149, 1718, 1221, 1731]
booth-row bbox=[65, 796, 411, 828]
entry: அமைப்பாளர் : ஆ.ஆஞ்சநேயன், நெல்வாய் தெரு, நெல்வாய், திருவள்ளூர். bbox=[788, 1290, 1133, 1319]
panchayat-banner: போந்தவாக்கம் ஊராட்சி bbox=[523, 498, 675, 520]
booth-agent: செ.கோகுலநாதன், 322, நெல்வாய் குடியிருப்பு, நெல்வாய், ஊத்துக்கோட்டை, திருவள்ளூர். bbox=[863, 1533, 1105, 1562]
branch-heading: நெல்வாய் ஆதிதிராவிடர் கிளை–1 bbox=[861, 1138, 1060, 1153]
branch-heading: வெள்ளாத்துக்கோட்டை கிளை–3 bbox=[1226, 469, 1417, 485]
entry: அமைப்பாளர் : சே.சுனில், ராமர் கோயில் தெரு, திம்மபூபாலபுரம், திருவள்ளூர். bbox=[1149, 1809, 1494, 1838]
entry: அமைப்பாளர் : த.அசோக், 203, மேட்டுத் தெரு, நம்பாக்கம், திருவள்ளூர். bbox=[1149, 1217, 1494, 1246]
entry: துணை அமைப்பாளர்கள் : (1) வெஞ்சிரசேகர், பஜனைக் கோயில் தெரு, ராமநாதபுரம், திருவள்ளூர். (2) ஜெ.புருஷோத்தமன், பஜனைக் கோயில் தெரு, ராமநாதபுரம், திருவள்ளூர். (3) வெ.பூபதி, பஜனைக் கோயில் தெரு, ராமநாதபுரம், திருவள்ளூர். bbox=[788, 868, 1133, 929]
booth-row bbox=[427, 690, 772, 722]
booth-agent: மு.செந்தமிழ்தாசன், 41, கச்சூர் கோயில் தெரு, சீத்தஞ்சேரி, திருவள்ளூர். bbox=[141, 1389, 373, 1418]
entry: துணை அமைப்பாளர்கள் : (1) ப.அருண், 1/36, நெல்வாய் தெரு, நெல்வாய், திருவள்ளூர். (2) மு.ஆறுமுகம், 221, பஜனைக் கோயில் தெரு, நெல்வாய், திருவள்ளூர். (3) சி.கலைதாசன், பஜனைக் கோயில் தெரு, நெல்வாய், திருவள்ளூர். bbox=[788, 1198, 1133, 1259]
column-1 bbox=[65, 126, 411, 2312]
entry: துணை அமைப்பாளர்கள் : (1) க.ஜெயகுமார், ராமலிங்காபுரம், bbox=[427, 1908, 740, 1921]
booth-agent: சீ.ராஜ்குமார், 21, வேம்பேடு, திருவள்ளூர். bbox=[141, 200, 356, 213]
entry: அமைப்பாளர் : ந.யுவராஜ், ரெட்டித் தெரு, வெள்ளாத்துக் கோட்டை, திருவள்ளூர். bbox=[1149, 492, 1494, 521]
booth-heading: பாக அமைப்பாளர்கள் bbox=[542, 671, 656, 684]
column-divider bbox=[780, 120, 781, 2319]
branch-heading: ஆதிதிராவிடர் குடியிருப்பு கிளை bbox=[504, 1459, 694, 1474]
booth-agent: லபிரதீப், 632, பஜனைக் கோயில் தெரு, பென்னலூர்பேட்டை, திருவள்ளூர். bbox=[502, 1628, 704, 1656]
entry: துணை அமைப்பாளர்கள் : (1) அ.சிற்றரசு, 11, பள்ளத்தெரு, ஒதப்பை, திருவள்ளூர். (2) ஏா.அகஸ்டின், 1/56, மேட்டுக் குடியிருப்பு, ஒதப்பை, திருவள்ளூர். (3) ர.ரத்தர், 121, மேட்டுத் தெரு, ஒதப்பை, திருவள்ளூர். bbox=[65, 497, 411, 557]
booth-heading: பாக அமைப்பாளர்கள்: bbox=[179, 1334, 297, 1346]
panchayat-banner: நம்பாக்கம் ஊராட்சி bbox=[1258, 940, 1385, 961]
entry: அமைப்பாளர் : கி.சத்தியா, 20–ஏ, அம்பேத்கர் தெரு, மைலாப்பூர், திருவள்ளூர். bbox=[427, 187, 772, 216]
entry: துணை அமைப்பாளர்கள் : (1) செ.அன்பு, நெல்வாய், திருவள்ளூர். (2) ரா.தமிழரசன், நெல்வாய், திருவள்ளூர். (3) க.செழியன், நெல்வாய், திருவள்ளூர். bbox=[788, 1424, 1133, 1469]
branch-heading: மாமண்டூர் கிளை bbox=[549, 830, 649, 846]
entry: துணை அமைப்பாளர்கள் : (1) பா.புருஷோத்தமன், வேம்பேடு, மெய்யூர், திருவள்ளூர். (2) ர.சதீஸ், வேம்பேடு, மெய்யூர், திருவள்ளூர். (3) பா.சூர்யா, வேம்பேடு, மெய்யூர், திருவள்ளூர். bbox=[65, 127, 411, 172]
booth-number: பாகம் – 311 : bbox=[1149, 900, 1221, 913]
entry: அமைப்பாளர் : த.ரமேஷ், ராமலிங்காபுரம், திருவள்ளூர். bbox=[427, 1887, 710, 1900]
branch-heading: கொரக்கந்தண்டலம் கிளை bbox=[162, 596, 313, 612]
booth-number: பாகம் – 287 : bbox=[427, 1699, 499, 1712]
column-divider bbox=[1141, 120, 1143, 2319]
branch-heading: வெள்ளாத்துக்கோட்டை கிளை–4 bbox=[1226, 696, 1417, 711]
entry: துணை அமைப்பாளர்கள் : (1) ஜெ.கிஸ்டய்யா, கோயில் தெரு, வெங்கடாபுரம் திருவள்ளூர். (2) வி.மோகனசுமார், கோயில் தெரு, வெங்கடாபுரம், திருவள்ளூர். (3) சி.சுதாகர், கோயில் தெரு, வெங்கடாபுரம், திருவள்ளூர். bbox=[788, 1661, 1133, 1722]
column-3 bbox=[788, 126, 1133, 2312]
booth-list bbox=[65, 760, 411, 828]
booth-number: பாகம் – 329 : bbox=[65, 220, 137, 233]
entry: துணை அமைப்பாளர்கள் : (1) கிருஷ்ணமூர்த்தி, ரெட்டித் தெரு, வெள்ளாத்துக்கோட்டை, திருவள்ளூர். (2) பாலாஜி, ரெட்டித் தெரு, வெள்ளாத்துக்கோட்டை, திருவள்ளூர். bbox=[1149, 529, 1494, 574]
booth-number: பாகம் – 301 : bbox=[65, 1353, 137, 1366]
booth-row bbox=[65, 1424, 411, 1440]
booth-row bbox=[427, 726, 772, 758]
entry: அமைப்பாளர் : தீ.ஜெகன், 235, பெருமாள் கோயில் தெரு, எடப்பேடு, திருவள்ளூர். bbox=[427, 1119, 772, 1148]
booth-row bbox=[65, 1738, 411, 1769]
entry: துணை அமைப்பாளர்கள் : (1) மு.சங்கர், பெருஞ்சேரி, போந்தவாக்கம், திருவள்ளூர். (2) வெ.நவீன்குமார், பெருஞ்சேரி, போந்தவாக்கம், திருவள்ளூர். bbox=[788, 1774, 1133, 1819]
branch-heading: அம்பேத்கர் நகர் கிளை bbox=[171, 865, 304, 880]
booth-number: பாகம் – 317 : bbox=[427, 1245, 499, 1258]
entry: துணை அமைப்பாளர்கள் : (1) ஜெ.சதீஷ், 699, புதிய குடியிருப்பு, போந்தவாக்கம், திருவள்ளூர். (2) கு.கெலோப்பியர் பீமாரவ், 679, புதிய குடியிருப்பு, போந்தவாக்கம், திருவள்ளூர். (3) மு.அருண்குமார், 456, புதிய குடியிருப்பு, போந்தவாக்கம், திருவள்ளூர். bbox=[427, 586, 772, 663]
entry: அமைப்பாளர் : பா.சுபாஷ், பஜனைக் கோயில் தெரு நம்பாக்கம், திருவள்ளூர். bbox=[1149, 1104, 1494, 1133]
branch-heading: கலவை கிளை bbox=[558, 1096, 640, 1112]
panchayat-banner: ராமலிங்காபுரம் ஊராட்சி bbox=[522, 1739, 677, 1761]
booth-row bbox=[1149, 1697, 1494, 1713]
entry: துணை அமைப்பாளர்கள் : (1) ச.சூர்யா, 111, பிரதான சாலை, கரசம்பாக்கம், திருவள்ளூர். (2) மு.பாலாஜி, 124, பாரதி நகர், கரசம்பாக்கம், திருவள்ளூர். (3) க.ராஜசித்குமார், 37, பெருமாள் கோயில் தெரு, கரசம்பாக்கம், திருவள்ளூர். bbox=[427, 354, 772, 414]
booth-list bbox=[788, 183, 1133, 215]
branch-heading: நம்பாக்கம் கிளை–1 bbox=[1264, 1081, 1380, 1096]
booth-agent: கு.விக்னேஷ், 480, வள்ளுவர் நகர், பென்னலூர்பேட்டை, திருவள்ளூர். bbox=[502, 1592, 682, 1621]
branch-heading: நெல்வாய் தெரு கிளை bbox=[894, 1267, 1027, 1282]
entry: அமைப்பாளர் : ஆ.ராமு, 25, பஜனை கோயில் தெரு, ஆட்டரம்பாக்கம், திருவள்ளூர். bbox=[788, 404, 1133, 433]
entry: அமைப்பாளர் : ரா.சின்னராசு, 137, கோயில் தெரு,கச்சூர், திருவள்ளூர். bbox=[65, 1243, 411, 1272]
booth-agent: ச.ராமசி, மேட்டுத்தெரு, கூனிபாளையம், திருவள்ளூர். bbox=[1225, 900, 1429, 929]
booth-row bbox=[788, 956, 1133, 972]
branch-heading: மாம்பாக்கம் ஆதி திராவிடர் கிளை bbox=[138, 1477, 338, 1492]
branch-heading: தேவந்தவாக்கம் கிளை bbox=[173, 1842, 303, 1858]
booth-agent: கோ.பிரகாஷ், 208, யாதவர் தெரு, பென்னலூர்பேட்டை, திருவள்ளூர். bbox=[502, 1663, 677, 1692]
paper-name: முரசொலி bbox=[780, 58, 889, 86]
branch-heading: நம்பாக்கம் கிளை–2 bbox=[1264, 1307, 1380, 1323]
branch-heading: நாவல்குப்பம் கிளை bbox=[540, 928, 658, 943]
branch-heading: கச்சூர் ஆதி திராவிடர் கிளை bbox=[156, 1107, 320, 1123]
